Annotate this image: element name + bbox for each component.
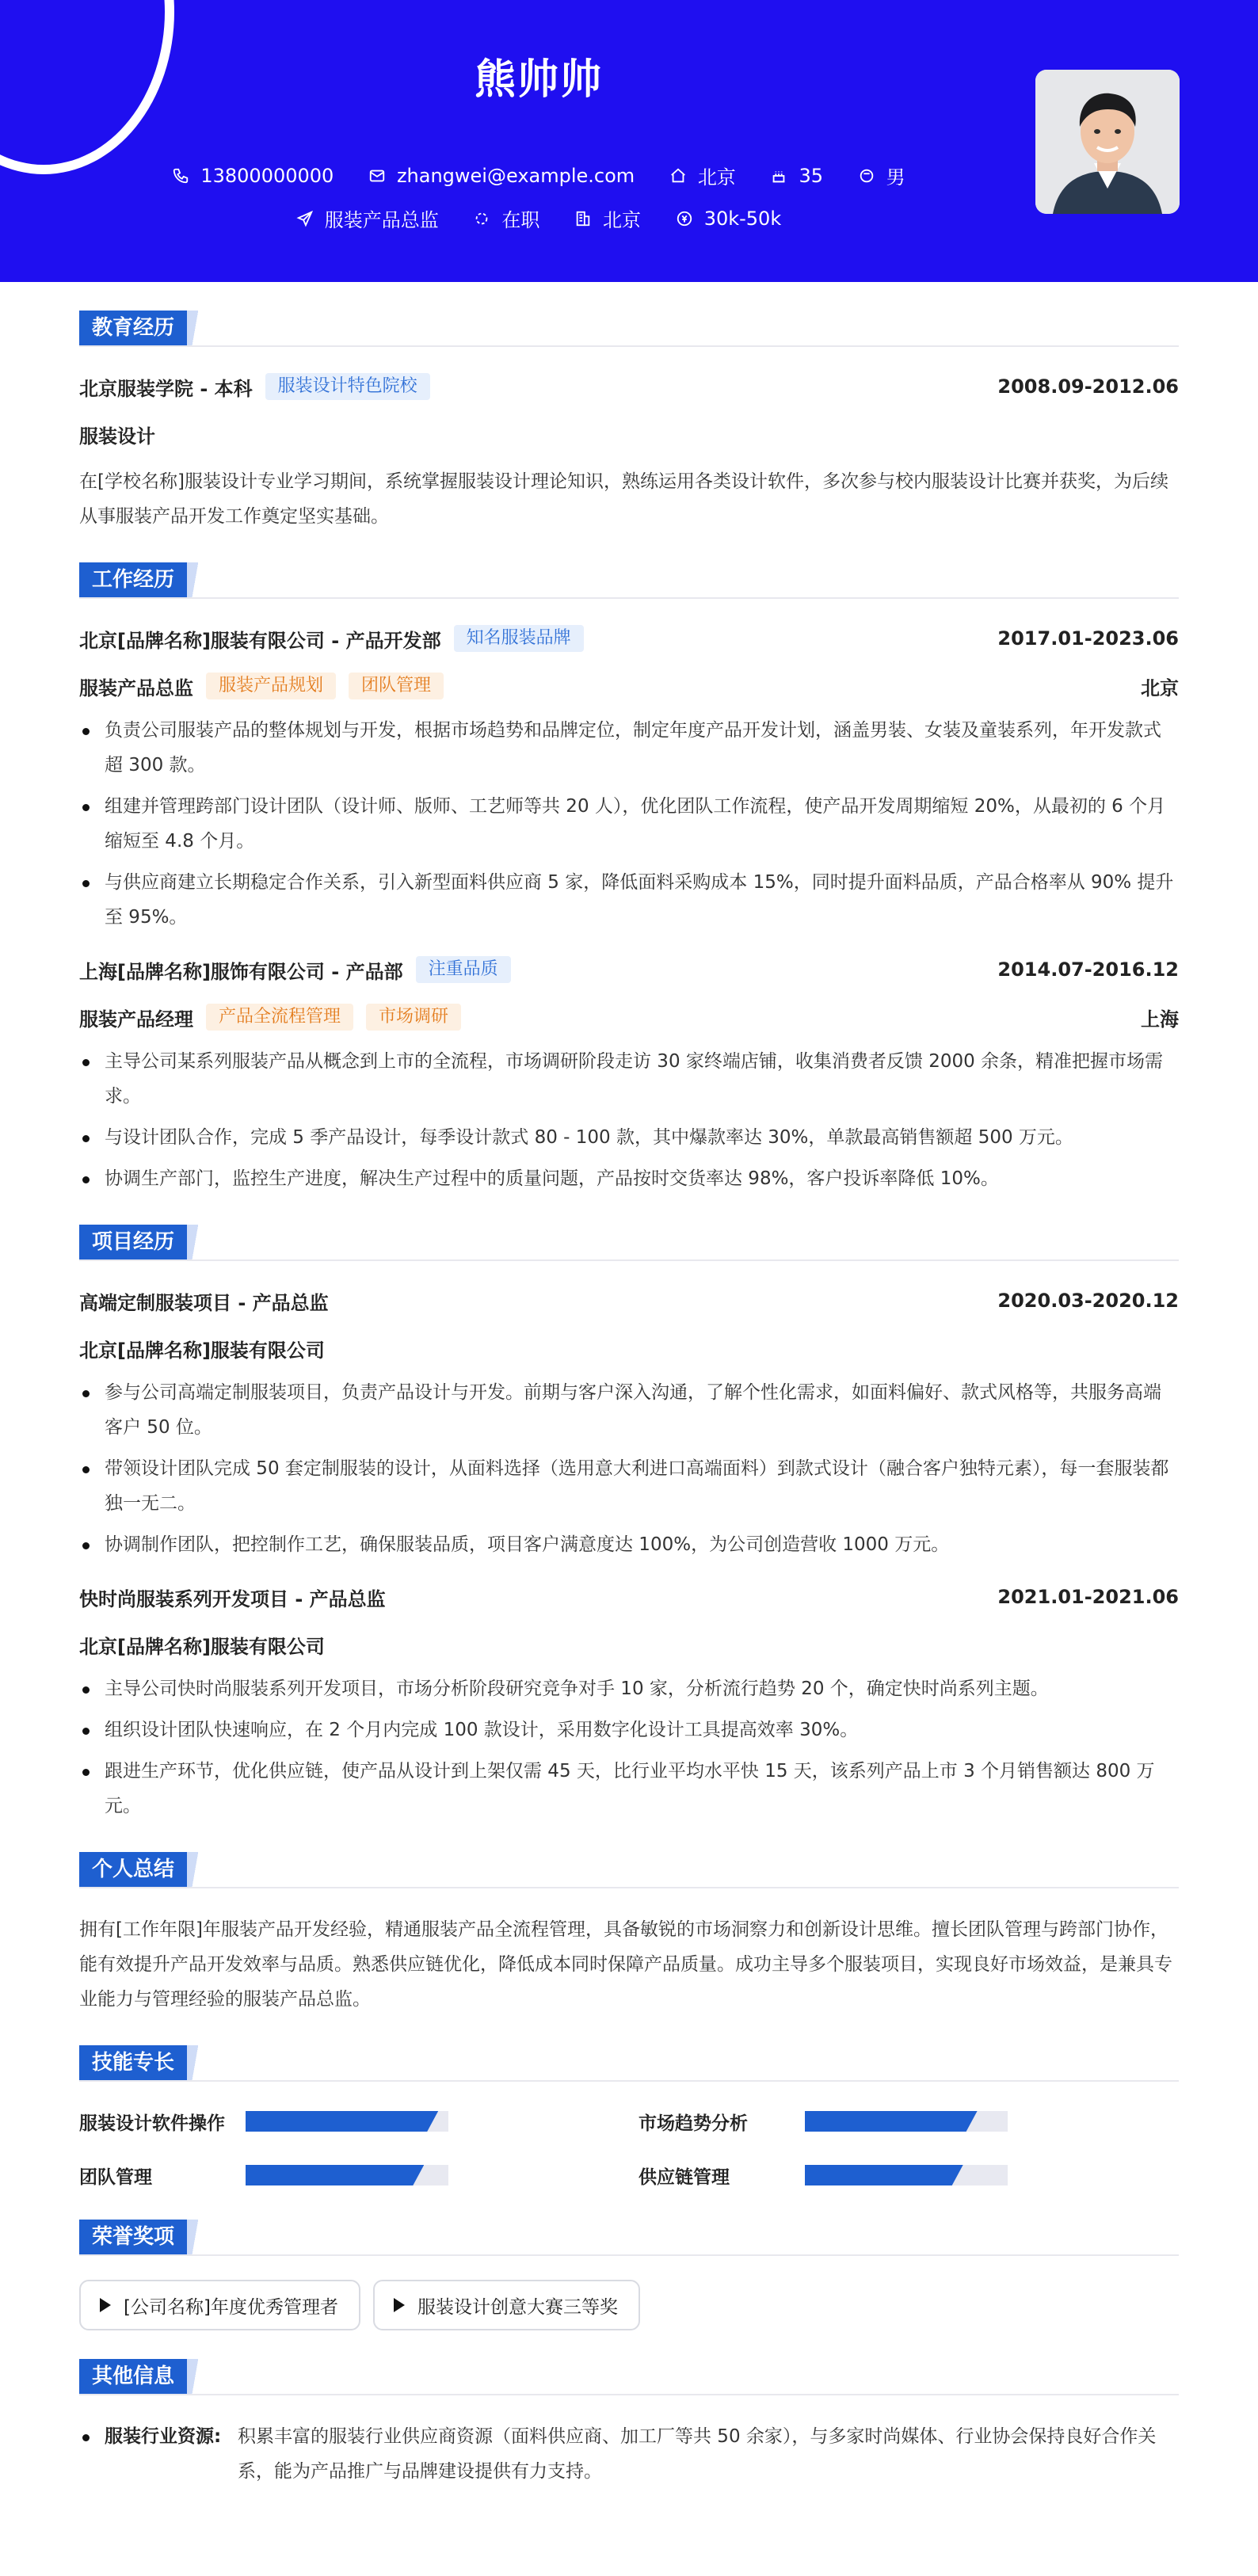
project-entry-header [79, 1285, 1179, 1317]
skill-bar [805, 2165, 1008, 2185]
education-description: 在[学校名称]服装设计专业学习期间，系统掌握服装设计理论知识，熟练运用各类设计软件，多次参与校内服装设计比赛并获奖，为后续从事服装产品开发工作奠定坚实基础。 [79, 471, 1168, 527]
work-role-row [79, 1001, 1179, 1033]
summary-text: 拥有[工作年限]年服装产品开发经验，精通服装产品全流程管理，具备敏锐的市场洞察力和创新设计思维。擅长团队管理与跨部门协作，能有效提升产品开发效率与品质。熟悉供应链优化，降低成本同时保障产品质量。成功主导多个服装项目，实现良好市场效益，是兼具专业能力与管理经验的服装产品总监。 [79, 1919, 1172, 2010]
status-icon [473, 210, 490, 227]
location-text: 北京 [697, 166, 736, 189]
section-title: 工作经历 [79, 562, 187, 597]
project-bullets [79, 1671, 1179, 1823]
work-bullets [79, 1044, 1179, 1196]
phone-text: 13800000000 [200, 164, 334, 187]
company-name: 上海[品牌名称]服饰有限公司 - 产品部 [79, 960, 403, 983]
send-icon [296, 210, 314, 227]
resume-body [79, 282, 1179, 2489]
work-entry [79, 954, 1179, 1196]
work-entry [79, 623, 1179, 935]
email-text: zhangwei@example.com [396, 164, 635, 187]
list-item: 主导公司某系列服装产品从概念到上市的全流程，市场调研阶段走访 30 家终端店铺，收集消费者反馈 2000 余条，精准把握市场需求。 [79, 1044, 1179, 1114]
honor-item [373, 2280, 640, 2330]
project-entry [79, 1581, 1179, 1823]
list-item: 跟进生产环节，优化供应链，使产品从设计到上架仅需 45 天，比行业平均水平快 15 天，该系列产品上市 3 个月销售额达 800 万元。 [79, 1754, 1179, 1823]
section-header [79, 311, 1179, 347]
city-info [574, 204, 641, 232]
project-bullets [79, 1375, 1179, 1562]
skill-tag: 产品全流程管理 [206, 1004, 353, 1031]
skills-grid [79, 2105, 1179, 2191]
skill-tag: 市场调研 [366, 1004, 461, 1031]
list-item: 与供应商建立长期稳定合作关系，引入新型面料供应商 5 家，降低面料采购成本 15%，同时提升面料品质，产品合格率从 90% 提升至 95%。 [79, 865, 1179, 935]
section-title: 个人总结 [79, 1852, 187, 1887]
mail-icon [368, 167, 386, 185]
skill-item [639, 2159, 1179, 2191]
list-item: 组织设计团队快速响应，在 2 个月内完成 100 款设计，采用数字化设计工具提高效率 30%。 [79, 1713, 1179, 1747]
skill-name: 服装设计软件操作 [79, 2113, 225, 2134]
education-entry-header [79, 371, 1179, 402]
salary-info [676, 208, 782, 230]
role: 服装产品总监 [79, 676, 193, 699]
project-period: 2021.01-2021.06 [997, 1586, 1179, 1608]
section-title: 项目经历 [79, 1225, 187, 1259]
project-name: 高端定制服装项目 - 产品总监 [79, 1291, 329, 1314]
section-title: 教育经历 [79, 311, 187, 345]
skill-tag: 服装产品规划 [206, 673, 336, 699]
project-entry-header [79, 1581, 1179, 1613]
education-major-row [79, 418, 1179, 450]
education-period: 2008.09-2012.06 [997, 375, 1179, 398]
home-icon [669, 167, 687, 185]
skill-bar-fill [805, 2111, 978, 2132]
other-section [79, 2359, 1179, 2489]
skill-item [79, 2159, 639, 2191]
skill-bar-fill [246, 2165, 424, 2185]
work-period: 2017.01-2023.06 [997, 627, 1179, 650]
triangle-icon [100, 2298, 111, 2312]
honors-section [79, 2220, 1179, 2330]
position-text: 服装产品总监 [324, 209, 439, 231]
section-header [79, 2220, 1179, 2256]
section-header [79, 562, 1179, 599]
other-label: 服装行业资源: [105, 2426, 222, 2447]
resume-header [0, 0, 1258, 282]
other-info-row [79, 2419, 1179, 2489]
other-text: 积累丰富的服装行业供应商资源（面料供应商、加工厂等共 50 余家），与多家时尚媒体、行业协会保持良好合作关系，能为产品推广与品牌建设提供有力支持。 [238, 2426, 1157, 2482]
section-header [79, 2045, 1179, 2082]
company-tag: 知名服装品牌 [454, 625, 584, 652]
school-tag: 服装设计特色院校 [265, 373, 430, 400]
list-item: 协调生产部门，监控生产进度，解决生产过程中的质量问题，产品按时交货率达 98%，客户投诉率降低 10%。 [79, 1161, 1179, 1196]
position-info [296, 204, 439, 232]
company-tag: 注重品质 [416, 956, 511, 983]
profile-photo [1035, 70, 1180, 214]
project-company-row [79, 1629, 1179, 1660]
skill-bar-fill [246, 2111, 438, 2132]
honor-text: 服装设计创意大赛三等奖 [417, 2296, 618, 2318]
project-section [79, 1225, 1179, 1823]
list-item: 与设计团队合作，完成 5 季产品设计，每季设计款式 80 - 100 款，其中爆款率达 30%，单款最高销售额超 500 万元。 [79, 1120, 1179, 1155]
section-title: 荣誉奖项 [79, 2220, 187, 2254]
skills-section [79, 2045, 1179, 2191]
project-company-row [79, 1332, 1179, 1364]
cake-icon [770, 167, 787, 185]
skill-bar [246, 2165, 448, 2185]
section-header [79, 2359, 1179, 2395]
skill-name: 供应链管理 [639, 2166, 730, 2188]
triangle-icon [394, 2298, 405, 2312]
section-header [79, 1225, 1179, 1261]
avatar [1035, 70, 1180, 214]
project-name: 快时尚服装系列开发项目 - 产品总监 [79, 1587, 386, 1610]
list-item: 协调制作团队，把控制作工艺，确保服装品质，项目客户满意度达 100%，为公司创造营收 1000 万元。 [79, 1527, 1179, 1562]
honor-text: [公司名称]年度优秀管理者 [124, 2296, 338, 2318]
job-intent-row [0, 204, 1077, 232]
section-title: 其他信息 [79, 2359, 187, 2394]
phone-icon [172, 167, 189, 185]
skill-item [79, 2105, 639, 2137]
honor-item [79, 2280, 360, 2330]
work-entry-header [79, 623, 1179, 654]
location-info [669, 162, 736, 189]
list-item: 主导公司快时尚服装系列开发项目，市场分析阶段研究竞争对手 10 家，分析流行趋势 20 个，确定快时尚系列主题。 [79, 1671, 1179, 1706]
section-title: 技能专长 [79, 2045, 187, 2080]
list-item: 参与公司高端定制服装项目，负责产品设计与开发。前期与客户深入沟通，了解个性化需求，如面料偏好、款式风格等，共服务高端客户 50 位。 [79, 1375, 1179, 1445]
building-icon [574, 210, 592, 227]
gender-info [858, 162, 905, 189]
phone-info [172, 165, 334, 187]
company-name: 北京[品牌名称]服装有限公司 - 产品开发部 [79, 629, 441, 652]
skill-bar [246, 2111, 448, 2132]
project-entry [79, 1285, 1179, 1562]
skill-name: 市场趋势分析 [639, 2113, 748, 2134]
status-text: 在职 [501, 209, 540, 231]
work-role-row [79, 670, 1179, 702]
skill-name: 团队管理 [79, 2166, 152, 2188]
section-header [79, 1852, 1179, 1888]
school-name: 北京服装学院 - 本科 [79, 377, 253, 400]
bullet-dot [79, 2419, 105, 2489]
skill-bar-fill [805, 2165, 963, 2185]
money-icon [676, 210, 693, 227]
skill-tag: 团队管理 [349, 673, 444, 699]
role: 服装产品经理 [79, 1008, 193, 1031]
project-company: 北京[品牌名称]服装有限公司 [79, 1339, 325, 1362]
salary-text: 30k-50k [703, 207, 782, 230]
gender-icon [858, 167, 875, 185]
honors-list [79, 2280, 1179, 2330]
candidate-name: 熊帅帅 [474, 56, 603, 104]
work-city: 上海 [1141, 1008, 1179, 1031]
education-section [79, 311, 1179, 534]
work-period: 2014.07-2016.12 [997, 958, 1179, 981]
skill-item [639, 2105, 1179, 2137]
city-text: 北京 [603, 209, 642, 231]
list-item: 组建并管理跨部门设计团队（设计师、版师、工艺师等共 20 人），优化团队工作流程，使产品开发周期缩短 20%，从最初的 6 个月缩短至 4.8 个月。 [79, 789, 1179, 859]
age-text: 35 [799, 164, 823, 187]
list-item: 带领设计团队完成 50 套定制服装的设计，从面料选择（选用意大利进口高端面料）到款式设计（融合客户独特元素），每一套服装都独一无二。 [79, 1451, 1179, 1521]
major: 服装设计 [79, 425, 155, 448]
work-section [79, 562, 1179, 1196]
work-city: 北京 [1141, 676, 1179, 699]
skill-bar [805, 2111, 1008, 2132]
project-company: 北京[品牌名称]服装有限公司 [79, 1635, 325, 1658]
summary-section [79, 1852, 1179, 2017]
work-entry-header [79, 954, 1179, 985]
contact-row [0, 162, 1077, 189]
gender-text: 男 [886, 166, 905, 189]
work-bullets [79, 713, 1179, 935]
project-period: 2020.03-2020.12 [997, 1290, 1179, 1312]
list-item: 负责公司服装产品的整体规划与开发，根据市场趋势和品牌定位，制定年度产品开发计划，涵盖男装、女装及童装系列，年开发款式超 300 款。 [79, 713, 1179, 783]
status-info [473, 204, 539, 232]
age-info [770, 165, 823, 187]
email-info [368, 165, 635, 187]
